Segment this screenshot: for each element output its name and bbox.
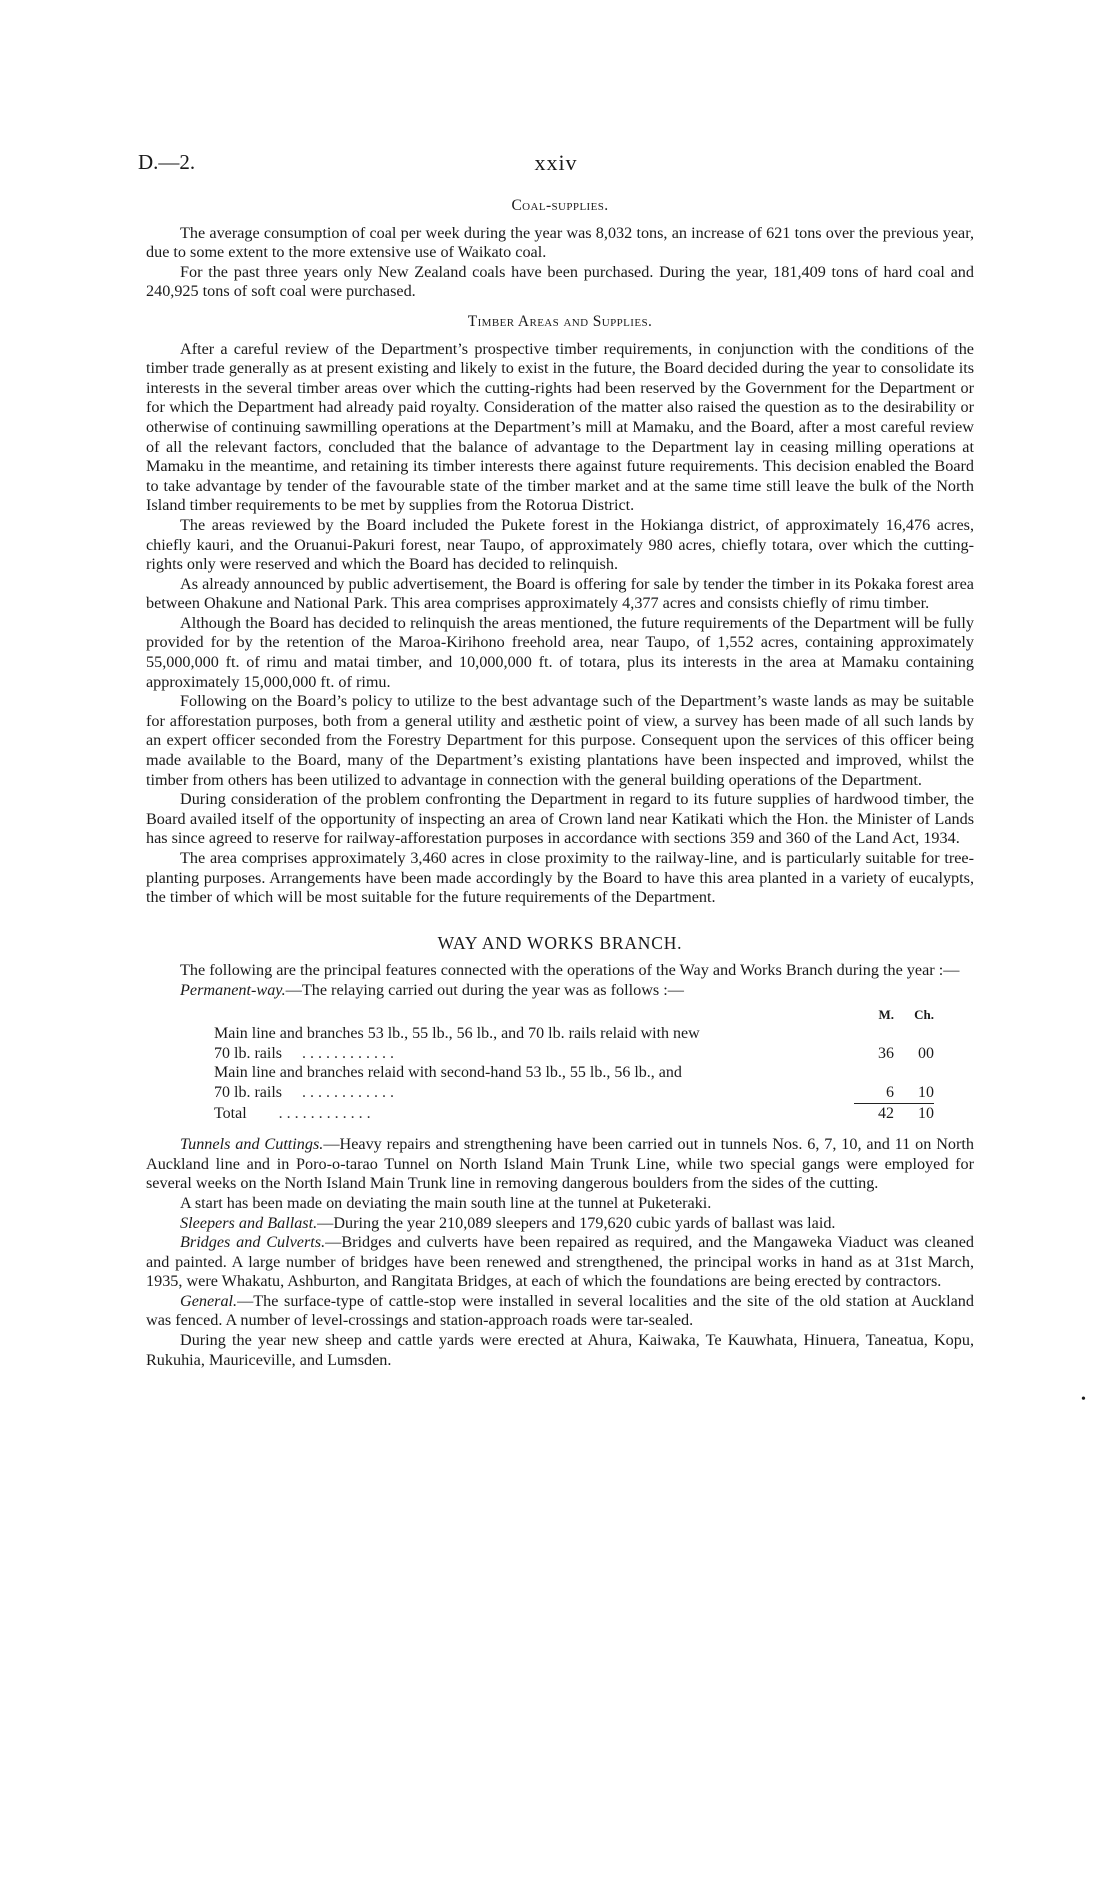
table-row (214, 1044, 934, 1064)
table-row (214, 1024, 934, 1044)
timber-paragraph-3: As already announced by public advertisement, the Board is offering for sale by tender the timber in its Pokaka forest area between Ohakune and National Park. This area comprises approximately 4,377 acres and consists chiefly of rimu timber. (146, 574, 974, 613)
timber-paragraph-5: Following on the Board’s policy to utilize to the best advantage such of the Department’s waste lands as may be suitable for afforestation purposes, both from a general utility and æsthetic point of view, a survey has been made of all such lands by an expert officer seconded from the Forestry Department for this purpose. Consequent upon the services of this officer being made available to the Board, many of the Department’s existing plantations have been inspected and improved, whilst the timber from others has been utilized to advantage in connection with the general building operations of the Department. (146, 692, 974, 789)
bridges-label: Bridges and Culverts. (180, 1233, 326, 1252)
row-miles: 6 (886, 1083, 894, 1101)
sleepers-label: Sleepers and Ballast. (180, 1213, 318, 1232)
permanent-way-label: Permanent-way. (180, 980, 286, 999)
column-miles: M. (878, 1006, 894, 1022)
total-miles: 42 (854, 1103, 894, 1123)
row-description: Main line and branches 53 lb., 55 lb., 56 lb., and 70 lb. rails relaid with new (214, 1025, 700, 1043)
sleepers-text: —During the year 210,089 sleepers and 179,620 cubic yards of ballast was laid. (317, 1213, 836, 1232)
permanent-way-text: —The relaying carried out during the year was as follows :— (285, 980, 684, 999)
timber-paragraph-7: The area comprises approximately 3,460 acres in close proximity to the railway-line, and is particularly suitable for tree-planting purposes. Arrangements have been made accordingly by the Board to have this area planted in a variety of eucalypts, the timber of which will be most suitable for the future requirements of the Department. (146, 849, 974, 907)
column-chains: Ch. (914, 1006, 934, 1022)
page-content (146, 196, 974, 1370)
tunnels-paragraph (146, 1135, 974, 1194)
timber-paragraph-1: After a careful review of the Department’s prospective timber requirements, in conjunction with the conditions of the timber trade generally as at present existing and likely to exist in the future, the Board decided during the year to consolidate its interests in the several timber areas over which the cutting-rights had been reserved by the Government for the Department or for which the Department had already paid royalty. Consideration of the matter also raised the question as to the desirability or otherwise of continuing sawmilling operations at the Department’s mill at Mamaku, and the Board, after a most careful review of all the relevant factors, concluded that the balance of advantage to the Department lay in ceasing milling operations at Mamaku in the meantime, and retaining its timber interests there against future requirements. This decision enabled the Board to take advantage by tender of the favourable state of the timber market and at the same time still leave the bulk of the North Island timber requirements to be met by supplies from the Rotorua District. (146, 339, 974, 515)
leader-dots: . . . . . . . . . . . . (302, 1084, 394, 1102)
margin-mark: • (1081, 1392, 1086, 1407)
row-chains: 00 (918, 1044, 934, 1062)
puketeraki-paragraph: A start has been made on deviating the main south line at the tunnel at Puketeraki. (180, 1193, 712, 1212)
row-miles: 36 (878, 1044, 894, 1062)
table-row (214, 1083, 934, 1103)
relaying-table-header (214, 1005, 934, 1025)
row-description-cont: 70 lb. rails (214, 1044, 282, 1062)
total-chains: 10 (894, 1103, 934, 1123)
row-description-cont: 70 lb. rails (214, 1084, 282, 1102)
yards-paragraph: During the year new sheep and cattle yards were erected at Ahura, Kaiwaka, Te Kauwhata, Hinuera, Taneatua, Kopu, Rukuhia, Mauriceville, and Lumsden. (146, 1331, 974, 1369)
table-row (214, 1063, 934, 1083)
general-text: —The surface-type of cattle-stop were installed in several localities and the site of the old station at Auckland was fenced. A number of level-crossings and station-approach roads were tar-sealed. (146, 1291, 974, 1330)
general-paragraph (146, 1292, 974, 1331)
total-row (214, 1103, 934, 1123)
permanent-way-paragraph (146, 981, 974, 1001)
bridges-paragraph (146, 1233, 974, 1292)
row-chains: 10 (918, 1083, 934, 1101)
leader-dots: . . . . . . . . . . . . (278, 1104, 371, 1122)
document-reference: D.—2. (138, 150, 196, 174)
relaying-table (214, 1005, 934, 1124)
row-description: Main line and branches relaid with second-hand 53 lb., 55 lb., 56 lb., and (214, 1064, 682, 1082)
leader-dots: . . . . . . . . . . . . (302, 1044, 394, 1062)
total-label: Total (214, 1104, 247, 1122)
sleepers-paragraph (146, 1214, 974, 1234)
coal-paragraph-2: For the past three years only New Zealand coals have been purchased. During the year, 181,409 tons of hard coal and 240,925 tons of soft coal were purchased. (146, 262, 974, 301)
timber-heading: Timber Areas and Supplies. (467, 312, 653, 330)
way-and-works-heading: WAY AND WORKS BRANCH. (437, 932, 683, 953)
bridges-text: —Bridges and culverts have been repaired as required, and the Mangaweka Viaduct was cleaned and painted. A large number of bridges have been renewed and strengthened, the principal works in hand as at 31st March, 1935, were Whakatu, Ashburton, and Rangitata Bridges, at each of which the foundations are being erected by contractors. (146, 1233, 974, 1291)
timber-paragraph-2: The areas reviewed by the Board included the Pukete forest in the Hokianga district, of approximately 16,476 acres, chiefly kauri, and the Oruanui-Pakuri forest, near Taupo, of approximately 980 acres, chiefly totara, over which the cutting-rights only were reserved and which the Board has decided to relinquish. (146, 515, 974, 574)
coal-supplies-heading: Coal-supplies. (511, 197, 609, 214)
timber-paragraph-6: During consideration of the problem confronting the Department in regard to its future supplies of hardwood timber, the Board availed itself of the opportunity of inspecting an area of Crown land near Katikati which the Hon. the Minister of Lands has since agreed to reserve for railway-afforestation purposes in accordance with sections 359 and 360 of the Land Act, 1934. (146, 790, 974, 848)
general-label: General. (180, 1291, 238, 1310)
tunnels-label: Tunnels and Cuttings. (180, 1135, 324, 1154)
coal-paragraph-1: The average consumption of coal per week during the year was 8,032 tons, an increase of 621 tons over the previous year, due to some extent to the more extensive use of Waikato coal. (146, 223, 974, 262)
timber-paragraph-4: Although the Board has decided to relinquish the areas mentioned, the future requirements of the Department will be fully provided for by the retention of the Maroa-Kirihono freehold area, near Taupo, of 1,552 acres, containing approximately 55,000,000 ft. of rimu and matai timber, and 10,000,000 ft. of totara, plus its interests in the area at Mamaku containing approximately 15,000,000 ft. of rimu. (146, 613, 974, 691)
page-header (138, 150, 974, 180)
way-works-intro: The following are the principal features connected with the operations of the Way and Works Branch during the year :— (180, 961, 960, 980)
tunnels-text: —Heavy repairs and strengthening have been carried out in tunnels Nos. 6, 7, 10, and 11 on North Auckland line and in Poro-o-tarao Tunnel on North Island Main Trunk Line, while two special gangs were employed for several weeks on the North Island Main Trunk line in removing dangerous boulders from the sides of the cutting. (146, 1135, 974, 1193)
page-number: xxiv (534, 150, 578, 175)
